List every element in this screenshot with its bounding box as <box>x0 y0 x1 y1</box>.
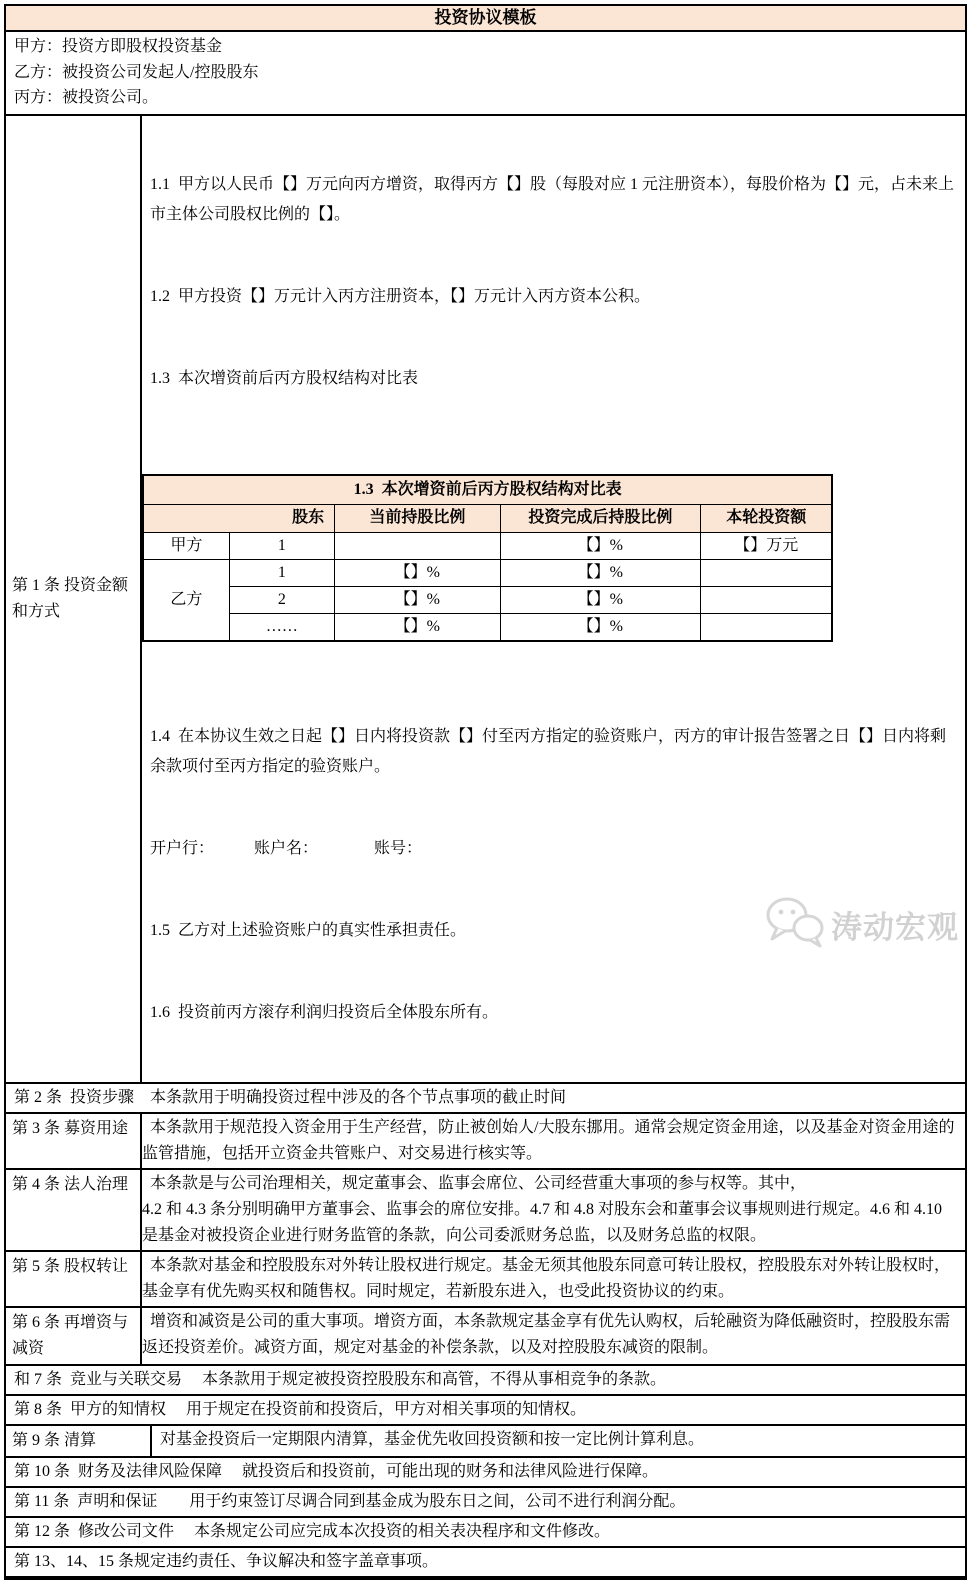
clause1-p12: 1.2 甲方投资【】万元计入丙方注册资本，【】万元计入丙方资本公积。 <box>150 287 651 305</box>
clause1-label: 第 1 条 投资金额和方式 <box>6 116 142 1082</box>
clause3-row <box>6 1114 965 1170</box>
party-jia-line: 甲方：投资方即股权投资基金 <box>14 38 223 55</box>
shareholder-cell: 2 <box>229 586 334 613</box>
clause4-text: 本条款是与公司治理相关，规定董事会、监事会席位、公司经营重大事项的参与权等。其中， 4.2 和 4.3 条分别明确甲方董事会、监事会的席位安排。4.7 和 4.8 对股东会和董事会议事规则进行规定。4.6 和 4.10 是基金对被投资企业进行财务监管的条款，向公司委派财务总监，以及财务总监的权限。 <box>142 1174 943 1244</box>
shareholder-cell: …… <box>229 613 334 641</box>
clause8-row: 第 8 条 甲方的知情权 用于规定在投资前和投资后，甲方对相关事项的知情权。 <box>6 1396 965 1426</box>
clause9-row <box>6 1426 965 1458</box>
clause12-row: 第 12 条 修改公司文件 本条规定公司应完成本次投资的相关表决程序和文件修改。 <box>6 1518 965 1548</box>
current-ratio-cell: 【】% <box>335 586 500 613</box>
clause1-account-line: 开户行： 账户名： 账号： <box>150 839 423 857</box>
clause1-row <box>6 116 965 1084</box>
clause5-label: 第 5 条 股权转让 <box>6 1252 142 1306</box>
shareholder-cell: 1 <box>229 532 334 559</box>
clause9-text: 对基金投资后一定期限内清算，基金优先收回投资额和按一定比例计算利息。 <box>160 1430 705 1448</box>
current-ratio-cell <box>335 532 500 559</box>
clause4-row <box>6 1170 965 1252</box>
round-amount-cell <box>701 613 833 641</box>
clause7-row: 和 7 条 竞业与关联交易 本条款用于规定被投资控股股东和高管，不得从事相竞争的条款。 <box>6 1366 965 1396</box>
after-ratio-cell: 【】% <box>500 586 701 613</box>
col-header-current-ratio: 当前持股比例 <box>335 504 500 532</box>
clause4-label: 第 4 条 法人治理 <box>6 1170 142 1250</box>
clause9-label: 第 9 条 清算 <box>6 1426 152 1456</box>
clause1-p14: 1.4 在本协议生效之日起【】日内将投资款【】付至丙方指定的验资账户，丙方的审计报告签署之日【】日内将剩余款项付至丙方指定的验资账户。 <box>150 727 947 775</box>
round-amount-cell <box>701 559 833 586</box>
clause1-p16: 1.6 投资前丙方滚存利润归投资后全体股东所有。 <box>150 1003 499 1021</box>
party-yi-line: 乙方：被投资公司发起人/控股股东 <box>14 63 259 81</box>
current-ratio-cell: 【】% <box>335 613 500 641</box>
after-ratio-cell: 【】% <box>500 559 701 586</box>
round-amount-cell <box>701 586 833 613</box>
investment-agreement-document <box>4 4 967 1580</box>
clause11-row: 第 11 条 声明和保证 用于约束签订尽调合同到基金成为股东日之间，公司不进行利润分配。 <box>6 1488 965 1518</box>
group-jia-cell: 甲方 <box>143 532 229 559</box>
clause13-15-row: 第 13、14、15 条规定违约责任、争议解决和签字盖章事项。 <box>6 1548 965 1578</box>
group-yi-cell: 乙方 <box>143 559 229 641</box>
clause2-row: 第 2 条 投资步骤 本条款用于明确投资过程中涉及的各个节点事项的截止时间 <box>6 1084 965 1114</box>
after-ratio-cell: 【】% <box>500 613 701 641</box>
table-row <box>143 559 832 586</box>
document-title: 投资协议模板 <box>6 6 965 32</box>
clause1-p15: 1.5 乙方对上述验资账户的真实性承担责任。 <box>150 921 467 939</box>
clause6-text: 增资和减资是公司的重大事项。增资方面，本条款规定基金享有优先认购权，后轮融资为降低融资时，控股股东需返还投资差价。减资方面，规定对基金的补偿条款，以及对控股股东减资的限制。 <box>142 1312 951 1356</box>
shareholder-cell: 1 <box>229 559 334 586</box>
table-row <box>143 613 832 641</box>
round-amount-cell: 【】万元 <box>701 532 833 559</box>
clause6-row <box>6 1308 965 1366</box>
clause1-content <box>142 116 965 1082</box>
parties-block <box>6 32 965 116</box>
table-row <box>143 586 832 613</box>
clause1-p11: 1.1 甲方以人民币【】万元向丙方增资，取得丙方【】股（每股对应 1 元注册资本），每股价格为【】元，占未来上市主体公司股权比例的【】。 <box>150 175 955 223</box>
watermark-text: 涛动宏观 <box>831 910 959 945</box>
clause6-label: 第 6 条 再增资与减资 <box>6 1308 142 1364</box>
clause5-row <box>6 1252 965 1308</box>
col-header-round-amount: 本轮投资额 <box>701 504 833 532</box>
share-structure-table <box>142 474 833 642</box>
clause5-text: 本条款对基金和控股股东对外转让股权进行规定。基金无须其他股东同意可转让股权，控股股东对外转让股权时，基金享有优先购买权和随售权。同时规定，若新股东进入，也受此投资协议的约束。 <box>142 1256 951 1300</box>
share-table-title: 1.3 本次增资前后丙方股权结构对比表 <box>143 475 832 505</box>
col-header-shareholder: 股东 <box>143 504 335 532</box>
col-header-after-ratio: 投资完成后持股比例 <box>500 504 701 532</box>
current-ratio-cell: 【】% <box>335 559 500 586</box>
clause10-row: 第 10 条 财务及法律风险保障 就投资后和投资前，可能出现的财务和法律风险进行保障。 <box>6 1458 965 1488</box>
table-row <box>143 532 832 559</box>
party-bing-line: 丙方：被投资公司。 <box>14 89 159 106</box>
clause3-text: 本条款用于规范投入资金用于生产经营，防止被创始人/大股东挪用。通常会规定资金用途，以及基金对资金用途的监管措施，包括开立资金共管账户、对交易进行核实等。 <box>142 1118 955 1162</box>
clause3-label: 第 3 条 募资用途 <box>6 1114 142 1168</box>
clause1-p13: 1.3 本次增资前后丙方股权结构对比表 <box>150 369 419 387</box>
after-ratio-cell: 【】% <box>500 532 701 559</box>
